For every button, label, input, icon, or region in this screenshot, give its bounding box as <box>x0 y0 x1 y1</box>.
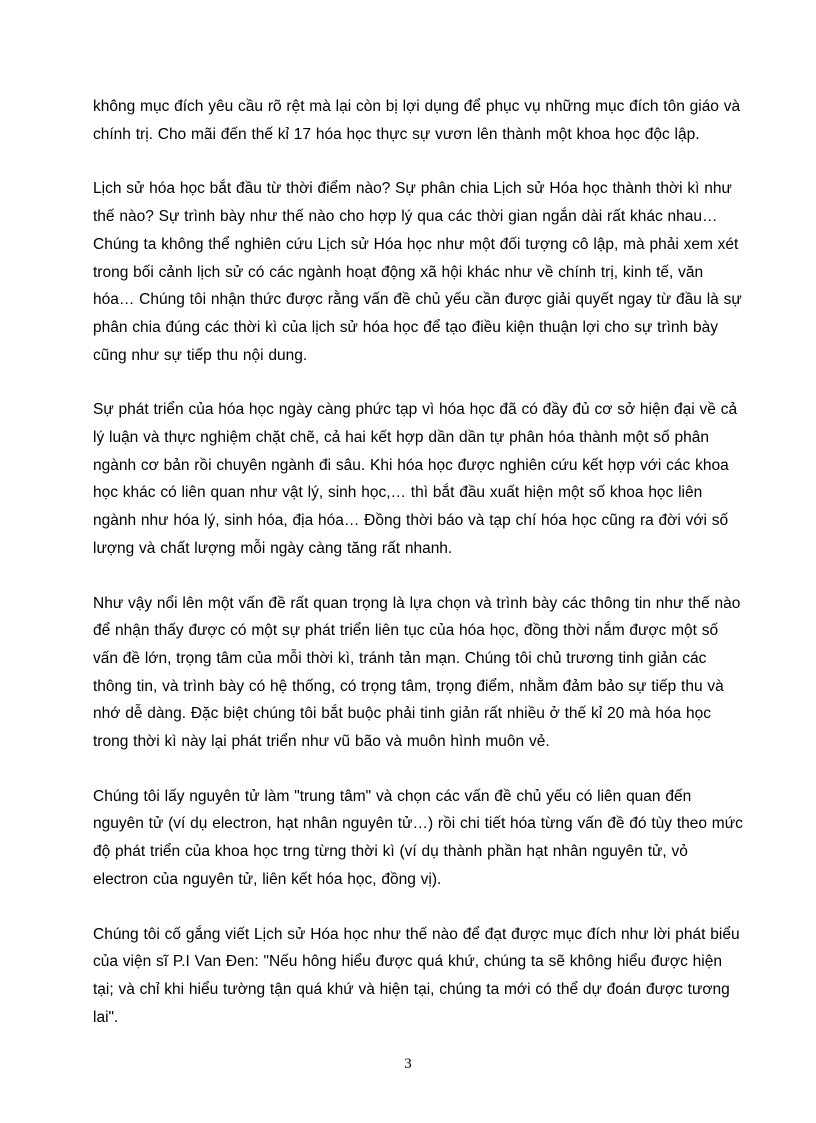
body-text <box>93 93 743 1058</box>
paragraph-6: Chúng tôi cố gắng viết Lịch sử Hóa học như thế nào để đạt được mục đích như lời phát biểu của viện sĩ P.I Van Đen: "Nếu hông hiểu được quá khứ, chúng ta sẽ không hiểu được hiện tại; và chỉ khi hiểu tường tận quá khứ và hiện tại, chúng ta mới có thể dự đoán được tương lai". <box>93 925 740 1026</box>
paragraph-3: Sự phát triển của hóa học ngày càng phức tạp vì hóa học đã có đầy đủ cơ sở hiện đại về cả lý luận và thực nghiệm chặt chẽ, cả hai kết hợp dần dần tự phân hóa thành một số phân ngành cơ bản rồi chuyên ngành đi sâu. Khi hóa học được nghiên cứu kết hợp với các khoa học khác có liên quan như vật lý, sinh học,… thì bắt đầu xuất hiện một số khoa học liên ngành như hóa lý, sinh hóa, địa hóa… Đồng thời báo và tạp chí hóa học cũng ra đời với số lượng và chất lượng mỗi ngày càng tăng rất nhanh. <box>93 401 738 557</box>
paragraph-1: không mục đích yêu cầu rõ rệt mà lại còn bị lợi dụng để phục vụ những mục đích tôn giáo và chính trị. Cho mãi đến thế kỉ 17 hóa học thực sự vươn lên thành một khoa học độc lập. <box>93 98 741 143</box>
page-number: 3 <box>404 1056 412 1072</box>
paragraph-5: Chúng tôi lấy nguyên tử làm "trung tâm" và chọn các vấn đề chủ yếu có liên quan đến nguyên tử (ví dụ electron, hạt nhân nguyên tử…) rồi chi tiết hóa từng vấn đề đó tùy theo mức độ phát triển của khoa học trng từng thời kì (ví dụ thành phần hạt nhân nguyên tử, vỏ electron của nguyên tử, liên kết hóa học, đồng vị). <box>93 787 743 888</box>
paragraph-4: Như vậy nổi lên một vấn đề rất quan trọng là lựa chọn và trình bày các thông tin như thế nào để nhận thấy được có một sự phát triển liên tục của hóa học, đồng thời nắm được một số vấn đề lớn, trọng tâm của mỗi thời kì, tránh tản mạn. Chúng tôi chủ trương tinh giản các thông tin, và trình bày có hệ thống, có trọng tâm, trọng điểm, nhằm đảm bảo sự tiếp thu và nhớ dễ dàng. Đặc biệt chúng tôi bắt buộc phải tinh giản rất nhiều ở thế kỉ 20 mà hóa học trong thời kì này lại phát triển như vũ bão và muôn hình muôn vẻ. <box>93 594 741 751</box>
paragraph-2: Lịch sử hóa học bắt đầu từ thời điểm nào? Sự phân chia Lịch sử Hóa học thành thời kì như thế nào? Sự trình bày như thế nào cho hợp lý qua các thời gian ngắn dài rất khác nhau… Chúng ta không thể nghiên cứu Lịch sử Hóa học như một đối tượng cô lập, mà phải xem xét trong bối cảnh lịch sử có các ngành hoạt động xã hội khác như về chính trị, kinh tế, văn hóa… Chúng tôi nhận thức được rằng vấn đề chủ yếu cần được giải quyết ngay từ đầu là sự phân chia đúng các thời kì của lịch sử hóa học để tạo điều kiện thuận lợi cho sự trình bày cũng như sự tiếp thu nội dung. <box>93 180 742 364</box>
